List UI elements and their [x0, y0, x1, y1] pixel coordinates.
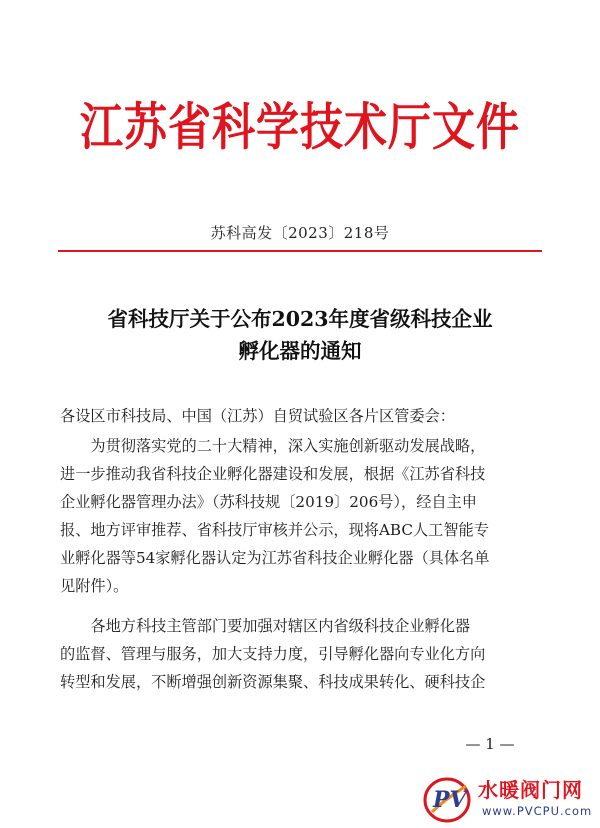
paragraph-2-line: 的监督、管理与服务，加大支持力度，引导孵化器向专业化方向 [60, 645, 486, 663]
page-number: — 1 — [465, 735, 515, 753]
paragraph-1-line: 为贯彻落实党的二十大精神，深入实施创新驱动发展战略， [60, 437, 486, 455]
paragraph-2 [60, 612, 542, 696]
pv-logo-letters: PV [433, 787, 467, 813]
red-divider-line [58, 250, 542, 252]
paragraph-1-line: 企业孵化器管理办法》（苏科技规〔2019〕206号），经自主申 [60, 493, 477, 511]
paragraph-1-line: 业孵化器等54家孵化器认定为江苏省科技企业孵化器（具体名单 [60, 549, 490, 567]
paragraph-1-line: 报、地方评审推荐、省科技厅审核并公示，现将ABC人工智能专 [60, 521, 489, 539]
paragraph-1 [60, 432, 542, 600]
document-number: 苏科高发〔2023〕218号 [210, 224, 390, 242]
document-title [0, 303, 600, 367]
pv-logo-icon [422, 774, 472, 824]
addressee-line: 各设区市科技局、中国（江苏）自贸试验区各片区管委会： [60, 407, 455, 425]
paragraph-1-line: 进一步推动我省科技企业孵化器建设和发展，根据《江苏省科技 [60, 465, 486, 483]
paragraph-2-line: 各地方科技主管部门要加强对辖区内省级科技企业孵化器 [60, 617, 471, 635]
site-watermark [420, 772, 600, 828]
paragraph-2-line: 转型和发展，不断增强创新资源集聚、科技成果转化、硬科技企 [60, 673, 486, 691]
document-body [60, 402, 542, 696]
masthead-title: 江苏省科学技术厅文件 [80, 98, 520, 158]
document-title-line-2: 孵化器的通知 [238, 339, 362, 363]
watermark-site-url: www.PVCPU.com [482, 804, 593, 818]
paragraph-1-line: 见附件）。 [60, 577, 129, 595]
watermark-site-name: 水暖阀门网 [478, 778, 583, 802]
document-title-line-1: 省科技厅关于公布2023年度省级科技企业 [107, 307, 493, 331]
